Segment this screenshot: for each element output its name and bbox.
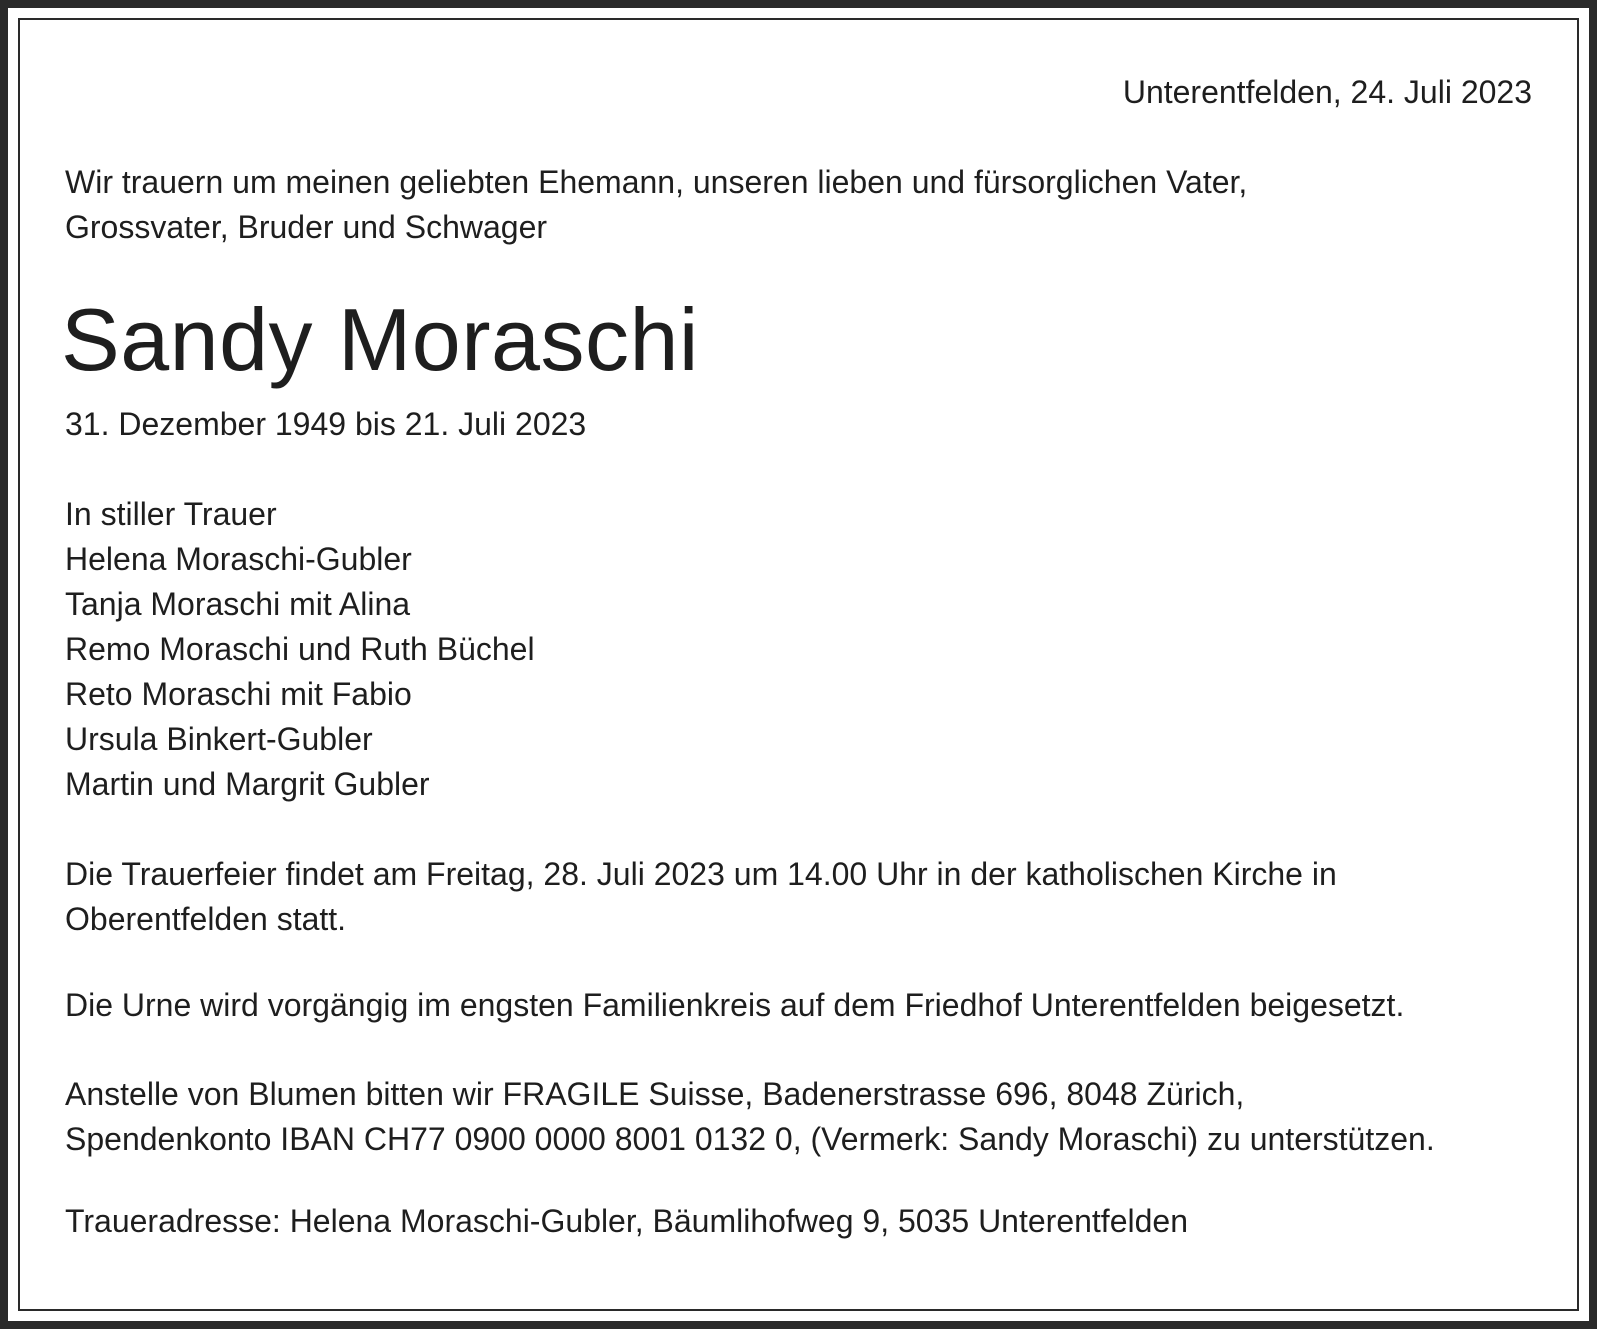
donation-line: Anstelle von Blumen bitten wir FRAGILE Suisse, Badenerstrasse 696, 8048 Zürich, [65, 1076, 1245, 1112]
intro-line: Wir trauern um meinen geliebten Ehemann, unseren lieben und fürsorglichen Vater, [65, 164, 1248, 200]
mourner-name: Tanja Moraschi mit Alina [65, 586, 411, 622]
mourner-name: Remo Moraschi und Ruth Büchel [65, 631, 535, 667]
mourner-name: Reto Moraschi mit Fabio [65, 676, 412, 712]
deceased-name: Sandy Moraschi [61, 290, 699, 389]
donation-info [65, 1072, 1545, 1162]
ceremony-line: Oberentfelden statt. [65, 901, 347, 937]
mourner-name: Martin und Margrit Gubler [65, 766, 430, 802]
ceremony-line: Die Trauerfeier findet am Freitag, 28. Juli 2023 um 14.00 Uhr in der katholischen Kirche in [65, 856, 1337, 892]
donation-line: Spendenkonto IBAN CH77 0900 0000 8001 0132 0, (Vermerk: Sandy Moraschi) zu unterstützen. [65, 1121, 1435, 1157]
mourner-name: Ursula Binkert-Gubler [65, 721, 373, 757]
life-dates: 31. Dezember 1949 bis 21. Juli 2023 [65, 406, 587, 442]
intro-line: Grossvater, Bruder und Schwager [65, 209, 548, 245]
mourners-heading: In stiller Trauer [65, 496, 277, 532]
mourner-name: Helena Moraschi-Gubler [65, 541, 412, 577]
ceremony-info [65, 852, 1545, 942]
mourners-list [65, 492, 1545, 807]
mourning-address: Traueradresse: Helena Moraschi-Gubler, Bäumlihofweg 9, 5035 Unterentfelden [65, 1203, 1188, 1239]
place-date: Unterentfelden, 24. Juli 2023 [1122, 74, 1532, 110]
intro-text [65, 160, 1545, 250]
urn-info: Die Urne wird vorgängig im engsten Familienkreis auf dem Friedhof Unterentfelden beigesetzt. [65, 987, 1405, 1023]
